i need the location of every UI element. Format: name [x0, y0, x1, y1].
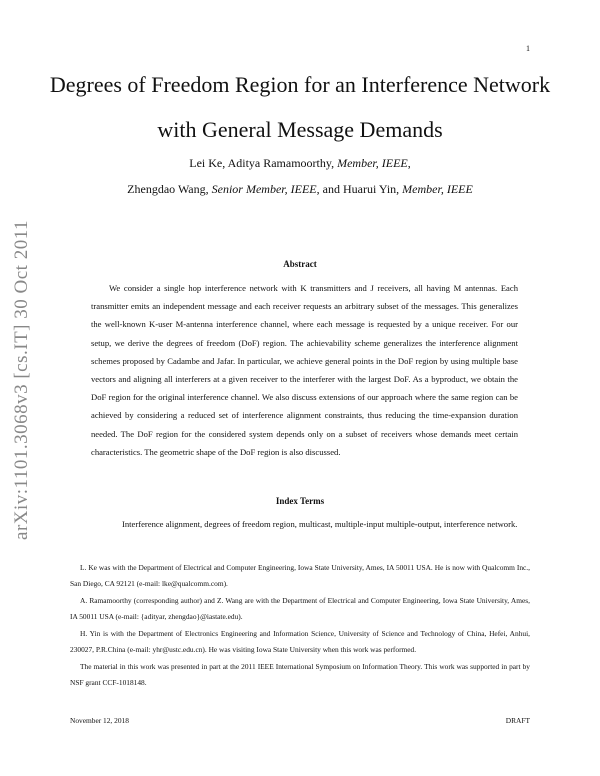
author-role-2: Senior Member, IEEE — [211, 182, 317, 196]
abstract-heading: Abstract — [283, 259, 317, 269]
arxiv-sidebar — [0, 200, 44, 560]
author-role-1: Member, IEEE — [337, 156, 408, 170]
footer-draft: DRAFT — [505, 716, 530, 725]
page-number: 1 — [526, 44, 530, 53]
footer-date: November 12, 2018 — [70, 716, 129, 725]
author-line-1 — [40, 150, 560, 176]
footnote: A. Ramamoorthy (corresponding author) and Z. Wang are with the Department of Electrical and Computer Engineering, Iowa State University, Ames, IA 50011 USA (e-mail: {adityar, zhengdao}@iastate.edu). — [70, 596, 530, 621]
index-terms-text: Interference alignment, degrees of freedom region, multicast, multiple-input multiple-output, interference network. — [122, 519, 518, 529]
author-name-2: Zhengdao Wang, — [127, 182, 212, 196]
author-names-1: Lei Ke, Aditya Ramamoorthy, — [189, 156, 338, 170]
author-punct-1: , — [407, 156, 411, 170]
footnote: The material in this work was presented in part at the 2011 IEEE International Symposium on Information Theory. This work was supported in part by NSF grant CCF-1018148. — [70, 662, 530, 687]
author-line-2 — [40, 176, 560, 202]
paper-title: Degrees of Freedom Region for an Interference Network with General Message Demands — [49, 72, 551, 142]
author-role-3: Member, IEEE — [402, 182, 473, 196]
footnote: L. Ke was with the Department of Electrical and Computer Engineering, Iowa State University, Ames, IA 50011 USA. He is now with Qualcomm Inc., San Diego, CA 92121 (e-mail: lke@qualcomm.com). — [70, 563, 530, 588]
author-mid-2: , and Huarui Yin, — [316, 182, 403, 196]
abstract-text: We consider a single hop interference network with K transmitters and J receivers, all having M antennas. Each transmitter emits an independent message and each receiver requests an arbitrary subset of the messages. This generalizes the well-known K-user M-antenna interference channel, where each message is requested by a unique receiver. For our setup, we derive the degrees of freedom (DoF) region. The achievability scheme generalizes the interference alignment schemes proposed by Cadambe and Jafar. In particular, we achieve general points in the DoF region by using multiple base vectors and aligning all interferers at a given receiver to the interferer with the largest DoF. As a byproduct, we obtain the DoF region for the original interference channel. We also discuss extensions of our approach where the same region can be achieved by considering a reduced set of interference alignment constraints, thus reducing the time-expansion duration needed. The DoF region for the considered system depends only on a subset of receivers whose demands meet certain characteristics. The geometric shape of the DoF region is also discussed. — [91, 283, 518, 457]
author-block — [40, 150, 560, 202]
arxiv-stamp: arXiv:1101.3068v3 [cs.IT] 30 Oct 2011 — [11, 220, 33, 540]
footnotes — [70, 560, 530, 692]
footnote: H. Yin is with the Department of Electronics Engineering and Information Science, University of Science and Technology of China, Hefei, Anhui, 230027, P.R.China (e-mail: yhr@ustc.edu.cn). He was visiting Iowa State University when this work was performed. — [70, 629, 530, 654]
index-terms-heading: Index Terms — [275, 496, 325, 506]
